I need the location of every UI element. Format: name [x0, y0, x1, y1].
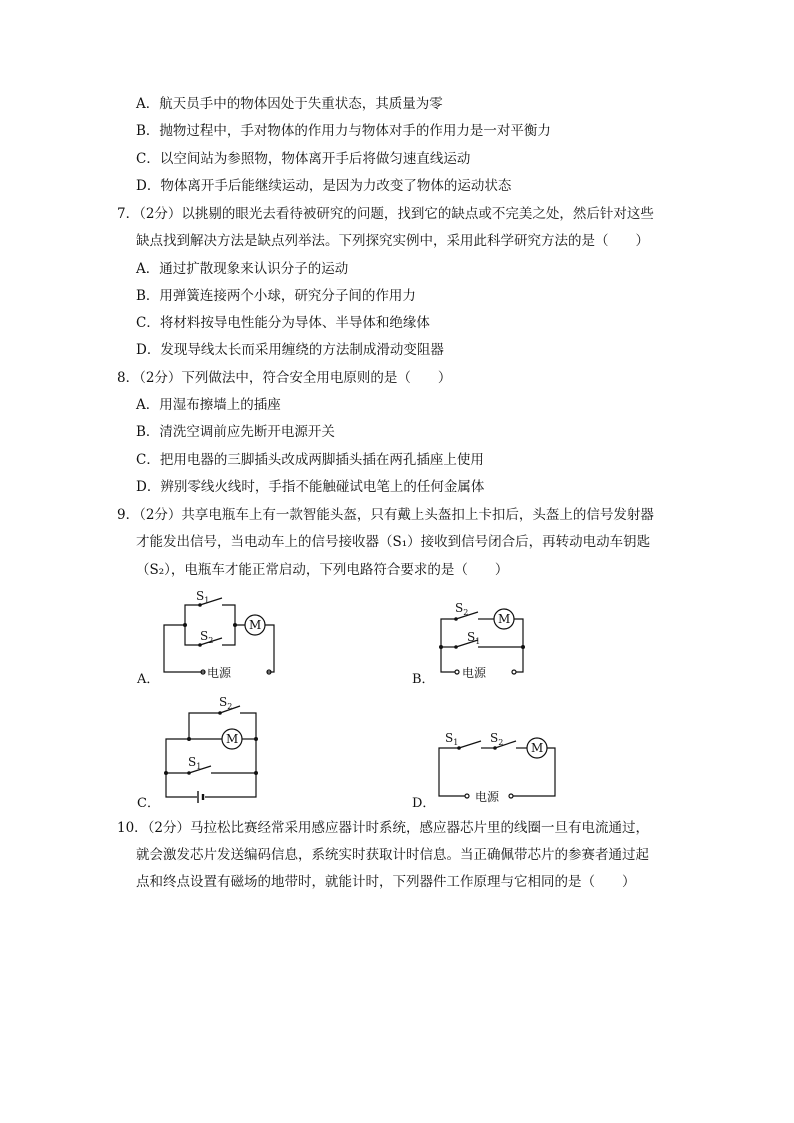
q7-option-d: D．发现导线太长而采用缠绕的方法制成滑动变阻器: [136, 342, 444, 358]
q7-stem-line-1: 7．（2分）以挑剔的眼光去看待被研究的问题，找到它的缺点或不完美之处，然后针对这些: [117, 206, 654, 222]
q6-option-a: A．航天员手中的物体因处于失重状态，其质量为零: [136, 96, 443, 112]
circuit-diagram-b: [430, 598, 570, 683]
q10-stem-line-2: 就会激发芯片发送编码信息，系统实时获取计时信息。当正确佩带芯片的参赛者通过起: [136, 847, 649, 863]
circuit-d-label: D．: [412, 796, 436, 811]
q9-stem-line-3: （S₂），电瓶车才能正常启动，下列电路符合要求的是（ ）: [136, 562, 509, 578]
q7-option-a: A．通过扩散现象来认识分子的运动: [136, 261, 349, 277]
q8-option-a: A．用湿布擦墙上的插座: [136, 397, 281, 413]
q10-stem-line-3: 点和终点设置有磁场的地带时，就能计时，下列器件工作原理与它相同的是（ ）: [136, 874, 636, 890]
circuit-diagram-c: [160, 690, 270, 805]
power-source-label: 电源: [207, 666, 232, 680]
motor-label: M: [498, 612, 511, 626]
switch-label-s1: $S_1$: [445, 731, 459, 747]
q8-option-c: C．把用电器的三脚插头改成两脚插头插在两孔插座上使用: [136, 452, 484, 468]
q9-stem-line-1: 9．（2分）共享电瓶车上有一款智能头盔，只有戴上头盔扣上卡扣后，头盔上的信号发射器: [117, 507, 654, 523]
q10-stem-line-1: 10．（2分）马拉松比赛经常采用感应器计时系统，感应器芯片里的线圈一旦有电流通过，: [117, 820, 650, 836]
q8-option-d: D．辨别零线火线时，手指不能触碰试电笔上的任何金属体: [136, 479, 485, 495]
motor-label: M: [531, 741, 544, 755]
switch-label-s1: $S_1$: [467, 630, 481, 646]
switch-label-s2: $S_2$: [455, 601, 469, 617]
q8-stem: 8．（2分）下列做法中，符合安全用电原则的是（ ）: [117, 370, 452, 386]
q6-option-b: B．抛物过程中，手对物体的作用力与物体对手的作用力是一对平衡力: [136, 123, 551, 139]
switch-label-s1: $S_1$: [196, 589, 210, 605]
circuit-a-label: A．: [137, 672, 160, 687]
q6-option-c: C．以空间站为参照物，物体离开手后将做匀速直线运动: [136, 151, 471, 167]
q7-option-b: B．用弹簧连接两个小球，研究分子间的作用力: [136, 288, 416, 304]
q8-option-b: B．清洗空调前应先断开电源开关: [136, 424, 335, 440]
motor-label: M: [226, 732, 239, 746]
circuit-b-label: B．: [412, 672, 435, 687]
switch-label-s2: $S_2$: [490, 731, 504, 747]
switch-label-s2: $S_2$: [200, 629, 214, 645]
switch-label-s2: $S_2$: [219, 695, 233, 711]
q6-option-d: D．物体离开手后能继续运动，是因为力改变了物体的运动状态: [136, 178, 512, 194]
power-source-label: 电源: [475, 790, 500, 804]
motor-label: M: [249, 618, 262, 632]
q7-option-c: C．将材料按导电性能分为导体、半导体和绝缘体: [136, 315, 430, 331]
circuit-c-label: C．: [137, 796, 160, 811]
switch-label-s1: $S_1$: [188, 755, 202, 771]
q9-stem-line-2: 才能发出信号，当电动车上的信号接收器（S₁）接收到信号闭合后，再转动电动车钥匙: [136, 534, 651, 550]
q7-stem-line-2: 缺点找到解决方法是缺点列举法。下列探究实例中，采用此科学研究方法的是（ ）: [136, 233, 649, 249]
circuit-diagram-d: [430, 725, 570, 805]
power-source-label: 电源: [462, 666, 487, 680]
